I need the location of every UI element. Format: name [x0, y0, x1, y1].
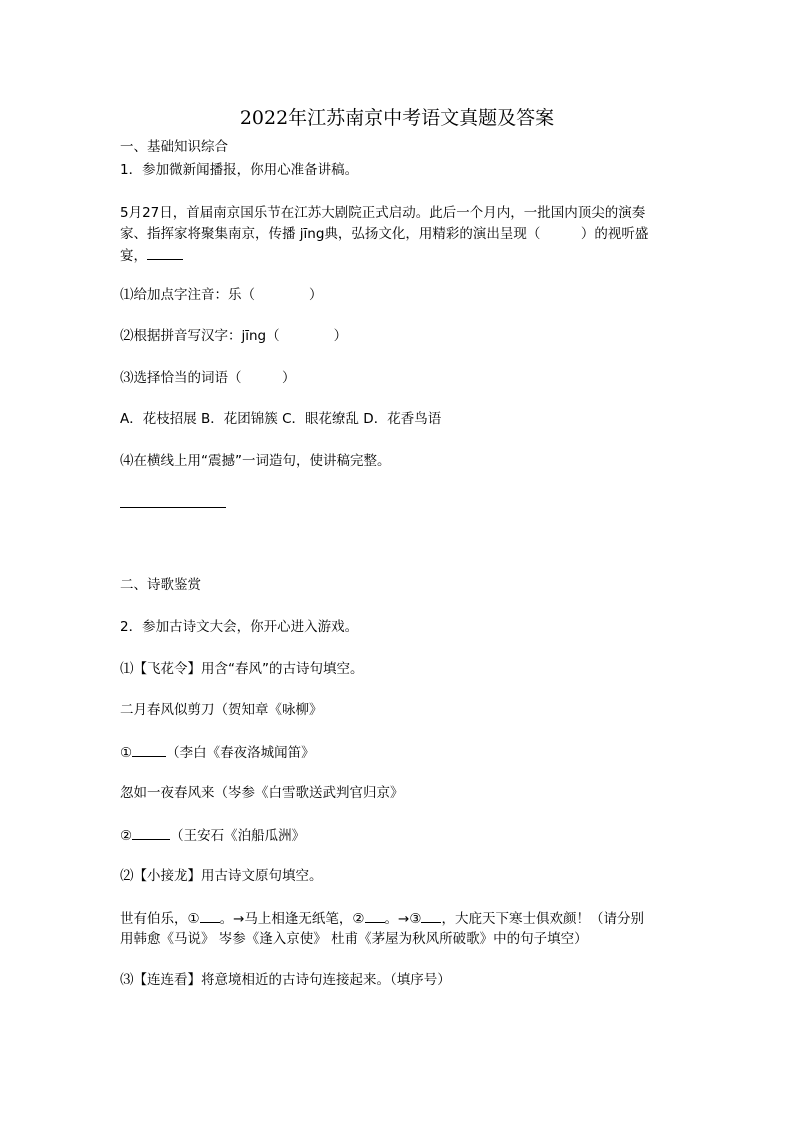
poem-line-2 [120, 742, 680, 764]
relay-line-2: 用韩愈《马说》 岑参《逢入京使》 杜甫《茅屋为秋风所破歌》中的句子填空） [120, 931, 588, 947]
passage-line-3-text: 宴， [120, 248, 147, 264]
relay-part-a: 世有伯乐，① [120, 911, 200, 927]
question-1-intro: 1．参加微新闻播报，你用心准备讲稿。 [120, 162, 359, 178]
passage-answer-blank[interactable] [147, 245, 183, 260]
poem-line-1: 二月春风似剪刀（贺知章《咏柳》 [120, 702, 323, 718]
relay-line-1 [120, 908, 680, 930]
relay-answer-blank-3[interactable] [421, 908, 441, 923]
blank-number-1: ① [120, 745, 133, 761]
relay-prompt: ⑵【小接龙】用古诗文原句填空。 [120, 868, 323, 884]
blank-number-2: ② [120, 828, 133, 844]
sub-question-4: ⑷在横线上用“震撼”一词造句，使讲稿完整。 [120, 453, 391, 469]
passage-line-1: 5月27日，首届南京国乐节在江苏大剧院正式启动。此后一个月内，一批国内顶尖的演奏 [120, 205, 646, 221]
question-2-intro: 2．参加古诗文大会，你开心进入游戏。 [120, 619, 359, 635]
poem-line-4-source: （王安石《泊船瓜洲》 [170, 828, 306, 844]
sub-question-2: ⑵根据拼音写汉字：jīng（ ） [120, 328, 348, 344]
poem-answer-blank-1[interactable] [132, 742, 166, 757]
passage-line-3 [120, 245, 680, 267]
section-heading-basics: 一、基础知识综合 [120, 139, 228, 155]
sub-question-1: ⑴给加点字注音：乐（ ） [120, 287, 323, 303]
document-title: 2022年江苏南京中考语文真题及答案 [239, 107, 555, 129]
match-prompt: ⑶【连连看】将意境相近的古诗句连接起来。（填序号） [120, 972, 451, 988]
poem-line-4 [120, 825, 680, 847]
answer-options: A．花枝招展 B．花团锦簇 C．眼花缭乱 D．花香鸟语 [120, 411, 442, 427]
relay-part-c: 。→③ [384, 911, 422, 927]
relay-answer-blank-1[interactable] [200, 908, 220, 923]
poem-line-2-source: （李白《春夜洛城闻笛》 [166, 745, 315, 761]
section-heading-poetry: 二、诗歌鉴赏 [120, 577, 201, 593]
relay-part-d: ，大庇天下寒士俱欢颜！（请分别 [441, 911, 644, 927]
sentence-answer-blank[interactable] [120, 507, 226, 508]
sub-question-3: ⑶选择恰当的词语（ ） [120, 370, 296, 386]
poem-line-3: 忽如一夜春风来（岑参《白雪歌送武判官归京》 [120, 785, 404, 801]
passage-line-2: 家、指挥家将聚集南京，传播 jīng典，弘扬文化，用精彩的演出呈现（ ）的视听盛 [120, 226, 649, 242]
relay-answer-blank-2[interactable] [365, 908, 385, 923]
poem-answer-blank-2[interactable] [132, 825, 170, 840]
flying-flower-prompt: ⑴【飞花令】用含“春风”的古诗句填空。 [120, 661, 364, 677]
relay-part-b: 。→马上相逢无纸笔，② [219, 911, 365, 927]
